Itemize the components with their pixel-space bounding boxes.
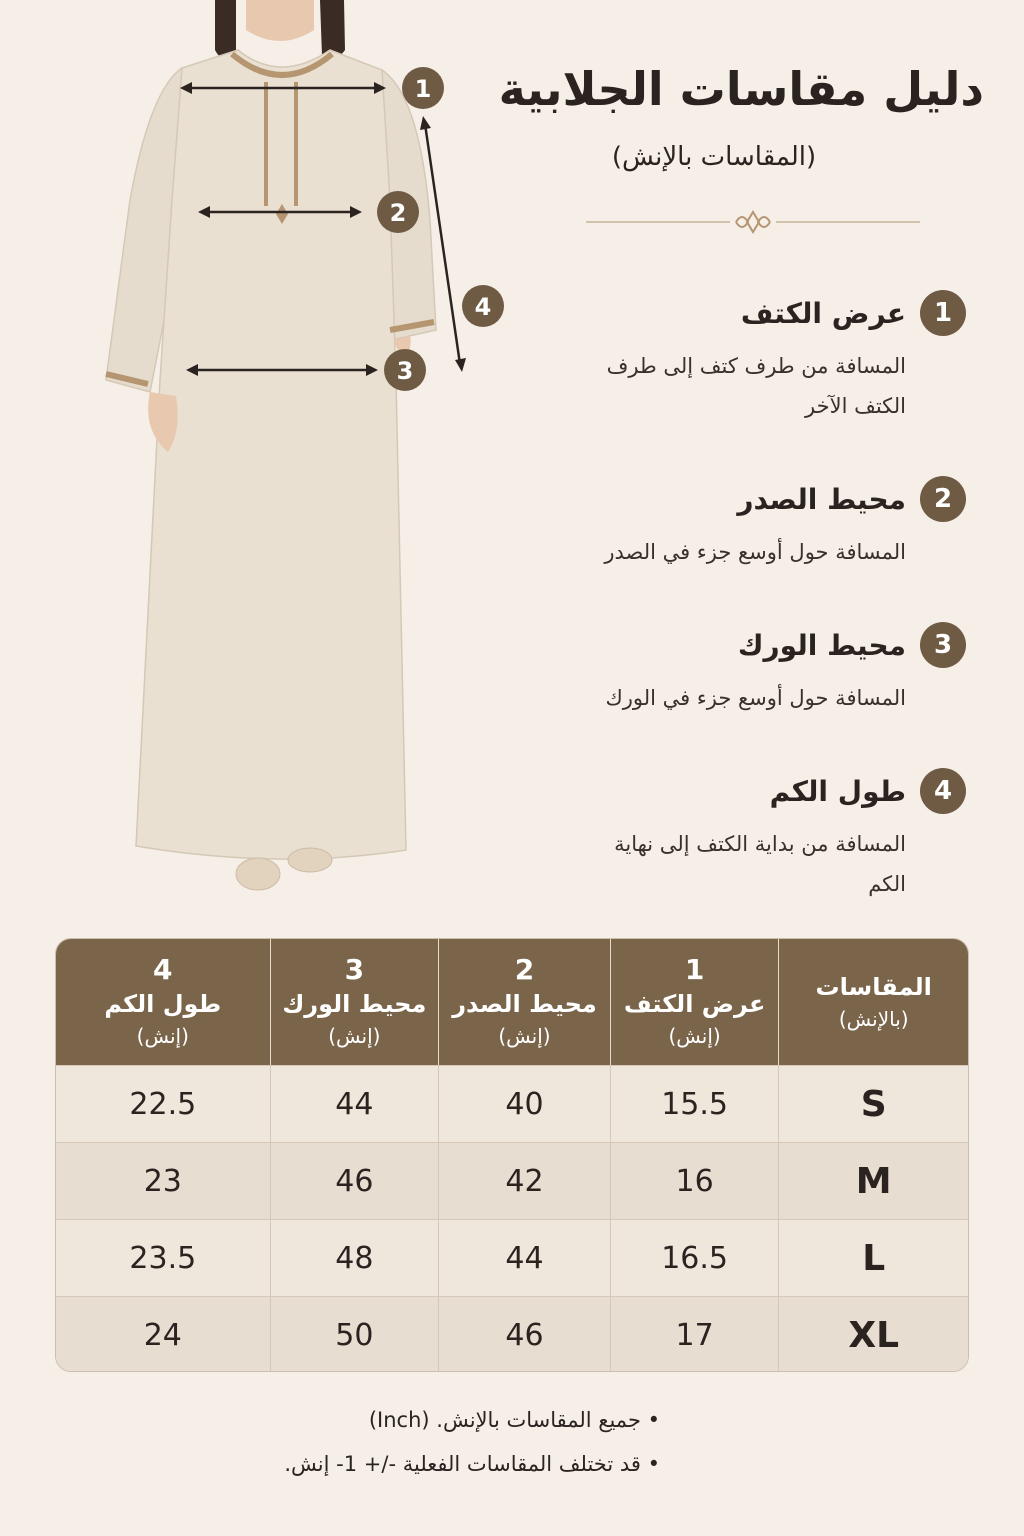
number-badge: 4	[920, 768, 966, 814]
table-row	[56, 1142, 968, 1219]
table-cell: 42	[438, 1143, 610, 1219]
measurement-item	[546, 476, 966, 572]
page-title: دليل مقاسات الجلابية	[498, 62, 984, 116]
measurement-title: طول الكم	[769, 774, 906, 808]
notes	[200, 1398, 660, 1486]
table-cell: 44	[270, 1066, 439, 1142]
jalabiya-illustration	[0, 0, 520, 910]
table-row	[56, 1296, 968, 1372]
measurement-item	[546, 768, 966, 904]
table-cell: 44	[438, 1220, 610, 1296]
garment-badge-2	[377, 191, 419, 233]
measurement-description: المسافة من طرف كتف إلى طرف الكتف الآخر	[606, 354, 906, 418]
table-cell: 16.5	[610, 1220, 779, 1296]
measurement-description: المسافة حول أوسع جزء في الورك	[605, 686, 906, 710]
table-cell: 24	[143, 1317, 182, 1353]
ornament-divider	[586, 206, 920, 238]
header-cell-sleeve: 4 طول الكم (إنش)	[104, 953, 222, 1048]
note-item: • قد تختلف المقاسات الفعلية -/+ 1- إنش.	[284, 1452, 660, 1476]
page-subtitle: (المقاسات بالإنش)	[611, 142, 817, 172]
table-cell: 50	[270, 1297, 439, 1372]
measurement-title: محيط الورك	[737, 628, 906, 662]
table-cell: 22.5	[129, 1086, 197, 1122]
svg-text:4: 4	[474, 293, 492, 321]
table-cell: 23.5	[129, 1240, 197, 1276]
size-table	[55, 938, 969, 1372]
table-cell: 46	[438, 1297, 610, 1372]
table-cell: 17	[610, 1297, 779, 1372]
svg-text:3: 3	[396, 357, 414, 385]
note-item: • جميع المقاسات بالإنش. (Inch)	[368, 1408, 660, 1432]
size-cell: L	[778, 1220, 968, 1296]
header-cell-chest: 2 محيط الصدر (إنش)	[438, 939, 610, 1065]
garment-badge-1	[402, 67, 444, 109]
size-cell: XL	[778, 1297, 968, 1372]
header-cell-hip: 3 محيط الورك (إنش)	[270, 939, 439, 1065]
measurement-description: المسافة من بداية الكتف إلى نهاية الكم	[614, 832, 906, 896]
size-cell: S	[778, 1066, 968, 1142]
table-cell: 15.5	[610, 1066, 779, 1142]
measurement-item	[546, 622, 966, 718]
header-cell-shoulder: 1 عرض الكتف (إنش)	[610, 939, 779, 1065]
table-header	[56, 939, 968, 1065]
measurement-title: محيط الصدر	[737, 482, 906, 516]
table-cell: 48	[270, 1220, 439, 1296]
measurement-item	[546, 290, 966, 426]
table-cell: 40	[438, 1066, 610, 1142]
table-cell: 23	[143, 1163, 182, 1199]
number-badge: 2	[920, 476, 966, 522]
number-badge: 3	[920, 622, 966, 668]
table-row	[56, 1065, 968, 1142]
table-row	[56, 1219, 968, 1296]
size-cell: M	[778, 1143, 968, 1219]
measurement-description: المسافة حول أوسع جزء في الصدر	[604, 540, 906, 564]
number-badge: 1	[920, 290, 966, 336]
measurement-title: عرض الكتف	[740, 296, 906, 330]
svg-text:1: 1	[414, 75, 432, 103]
table-cell: 46	[270, 1143, 439, 1219]
svg-text:2: 2	[389, 199, 407, 227]
garment-badge-3	[384, 349, 426, 391]
header-cell-size: المقاسات (بالإنش)	[778, 939, 968, 1065]
garment-badge-4	[462, 285, 504, 327]
table-cell: 16	[610, 1143, 779, 1219]
